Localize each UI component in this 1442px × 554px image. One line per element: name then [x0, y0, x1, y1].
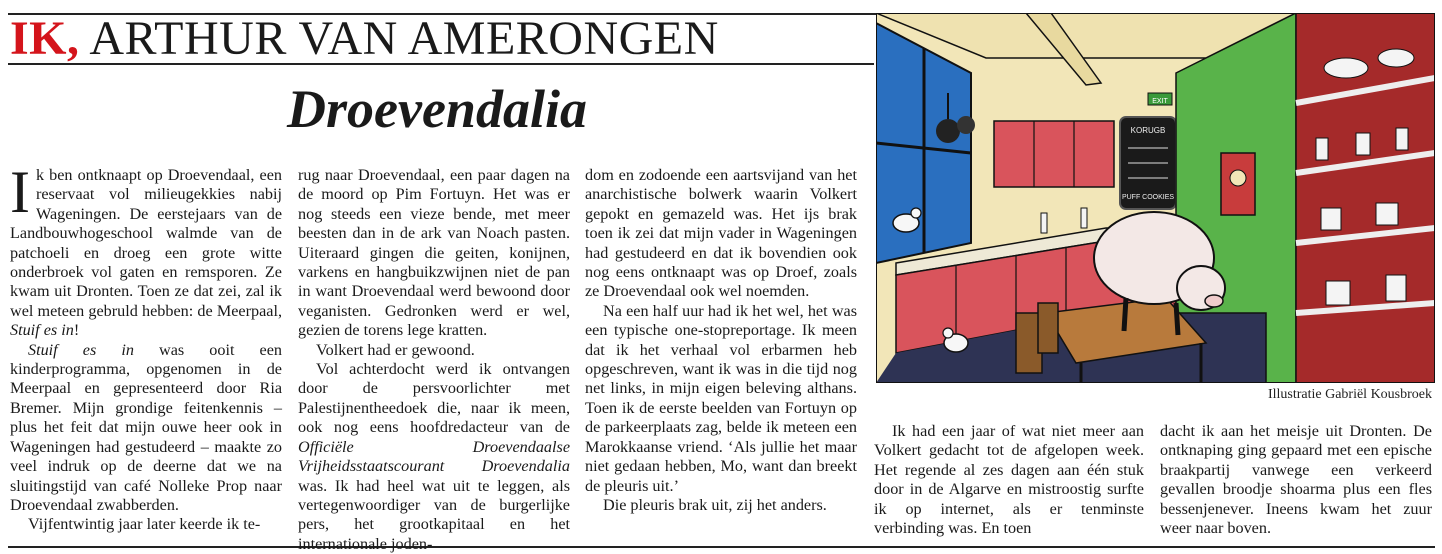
paragraph-1-end: !	[73, 321, 80, 340]
upper-cabinet	[994, 121, 1114, 187]
column-prefix: IK,	[10, 12, 80, 65]
jar-icon	[1356, 133, 1370, 155]
pig-leg	[1176, 303, 1178, 335]
paragraph-3: Vijfentwintig jaar later keerde ik te-	[28, 515, 261, 534]
box-icon	[1376, 203, 1398, 225]
bowl-icon	[1324, 58, 1368, 78]
pan-icon	[936, 119, 960, 143]
chicken-head	[911, 208, 921, 218]
text-column-4	[874, 422, 1144, 538]
article-title: Droevendalia	[287, 79, 587, 139]
box-icon	[1326, 281, 1350, 305]
paragraph-3-end: was. Ik had heel wat uit te leggen, als vertegenwoordiger van de burgerlijke pers, het grootkapitaal en het internationale joden-	[298, 476, 570, 553]
exit-sign-text: EXIT	[1152, 98, 1168, 105]
text-column-1	[10, 159, 282, 535]
pig-snout	[1205, 295, 1223, 307]
paragraph-3: Vol achterdocht werd ik ontvangen door de persvoorlichter met Palestijnentheedoek die, naar ik meen, ook nog eens hoofdredacteur van de	[298, 360, 570, 437]
chicken-head	[943, 328, 953, 338]
paragraph-2: was ooit een kinderprogramma, opgenomen in de Meerpaal en gepresenteerd door Ria Bremer. Mijn grondige feitenkennis – plus het feit dat mijn ouwe heer ook in Wageningen had gestudeerd – maakte zo veel indruk op de deerne dat we na sluitingstijd van café Nolleke Prop naar Droevendaal zwabberden.	[10, 340, 282, 514]
paragraph-1: k ben ontknaapt op Droevendaal, een reservaat vol milieugekkies nabij Wageningen. De eerstejaars van de Landbouwhogeschool walmde van de patchoeli en droeg een grote witte onderbroek vol gaten en remsporen. Ze kwam uit Dronten. Toen ze dat zei, zal ik wel meteen gebruld hebben: de Meerpaal,	[10, 166, 282, 320]
bowl-icon	[1378, 49, 1414, 67]
pan-icon	[957, 116, 975, 134]
paragraph-2: Na een half uur had ik het wel, het was een typische one-stopreportage. Ik meen dat ik het verhaal vol erbarmen heb opgeschreven, want ik was in die tijd nog net links, in mijn eigen beleving althans. Toen ik de eerste beelden van Fortuyn op de parkeerplaats zag, belde ik meteen een Marokkaanse vriend. ‘Als jullie het maar niet gedaan hebben, Mo, want dan breekt de pleuris uit.’	[585, 301, 857, 495]
paragraph-3: Die pleuris brak uit, zij het anders.	[603, 495, 827, 514]
jar-icon	[1316, 138, 1328, 160]
pig-leg	[1124, 298, 1126, 331]
author-name: ARTHUR VAN AMERONGEN	[89, 12, 719, 65]
poster-face	[1230, 170, 1246, 186]
bottom-rule	[8, 546, 1435, 548]
paragraph-1: rug naar Droevendaal, een paar dagen na de moord op Pim Fortuyn. Het was er nog steeds een vieze bende, met meer beesten dan in de ark van Noach pasten. Uiteraard gingen die geiten, konijnen, varkens en hangbuikzwijnen niet de pan in want Droevendaal werd bewoond door veganisten. Gedronken werd er wel, gezien de torens lege kratten.	[298, 166, 570, 340]
chalkboard-text-bottom: PUFF COOKIES	[1121, 194, 1175, 201]
chair	[1038, 303, 1058, 353]
italic-show-title-2: Stuif es in	[28, 340, 134, 359]
text-column-2	[298, 166, 570, 554]
box-icon	[1321, 208, 1341, 230]
text-column-3	[585, 166, 857, 515]
column-header	[10, 14, 719, 64]
paragraph-1: Ik had een jaar of wat niet meer aan Volkert gedacht tot de afgelopen week. Het regende al zes dagen aan één stuk door in de Algarve en mistroostig surfte ik op internet, als er tenminste verbinding was. En toen	[874, 422, 1144, 538]
paragraph-1: dom en zodoende een aartsvijand van het anarchistische bolwerk waarin Volkert gepokt en gemazeld was. Het ijs brak toen ik zei dat mijn vader in Wageningen had gestudeerd en dat ik bovendien ook nog eens ontknaapt was op Droef, zoals ze Droevendaal ook wel noemden.	[585, 166, 857, 301]
kitchen-illustration	[876, 13, 1435, 383]
bottle-icon	[1041, 213, 1047, 233]
drop-cap: I	[10, 159, 30, 225]
chalkboard-text-top: KORUGB	[1130, 126, 1166, 135]
paragraph-2: Volkert had er gewoond.	[316, 340, 475, 359]
text-column-5	[1160, 422, 1432, 538]
jar-icon	[1396, 128, 1408, 150]
italic-show-title: Stuif es in	[10, 321, 74, 340]
bottle-icon	[1081, 208, 1087, 228]
italic-newspaper-title: Officiële Droevendaalse Vrijheidsstaatscourant Droevendalia	[298, 437, 570, 476]
box-icon	[1386, 275, 1406, 301]
paragraph-1: dacht ik aan het meisje uit Dronten. De ontknaping ging gepaard met een epische braakpartij vanwege een verkeerd gevallen broodje shoarma plus een fles bessenjenever. Ineens kwam het zuur weer naar boven.	[1160, 422, 1432, 538]
illustration-caption: Illustratie Gabriël Kousbroek	[1267, 387, 1432, 402]
